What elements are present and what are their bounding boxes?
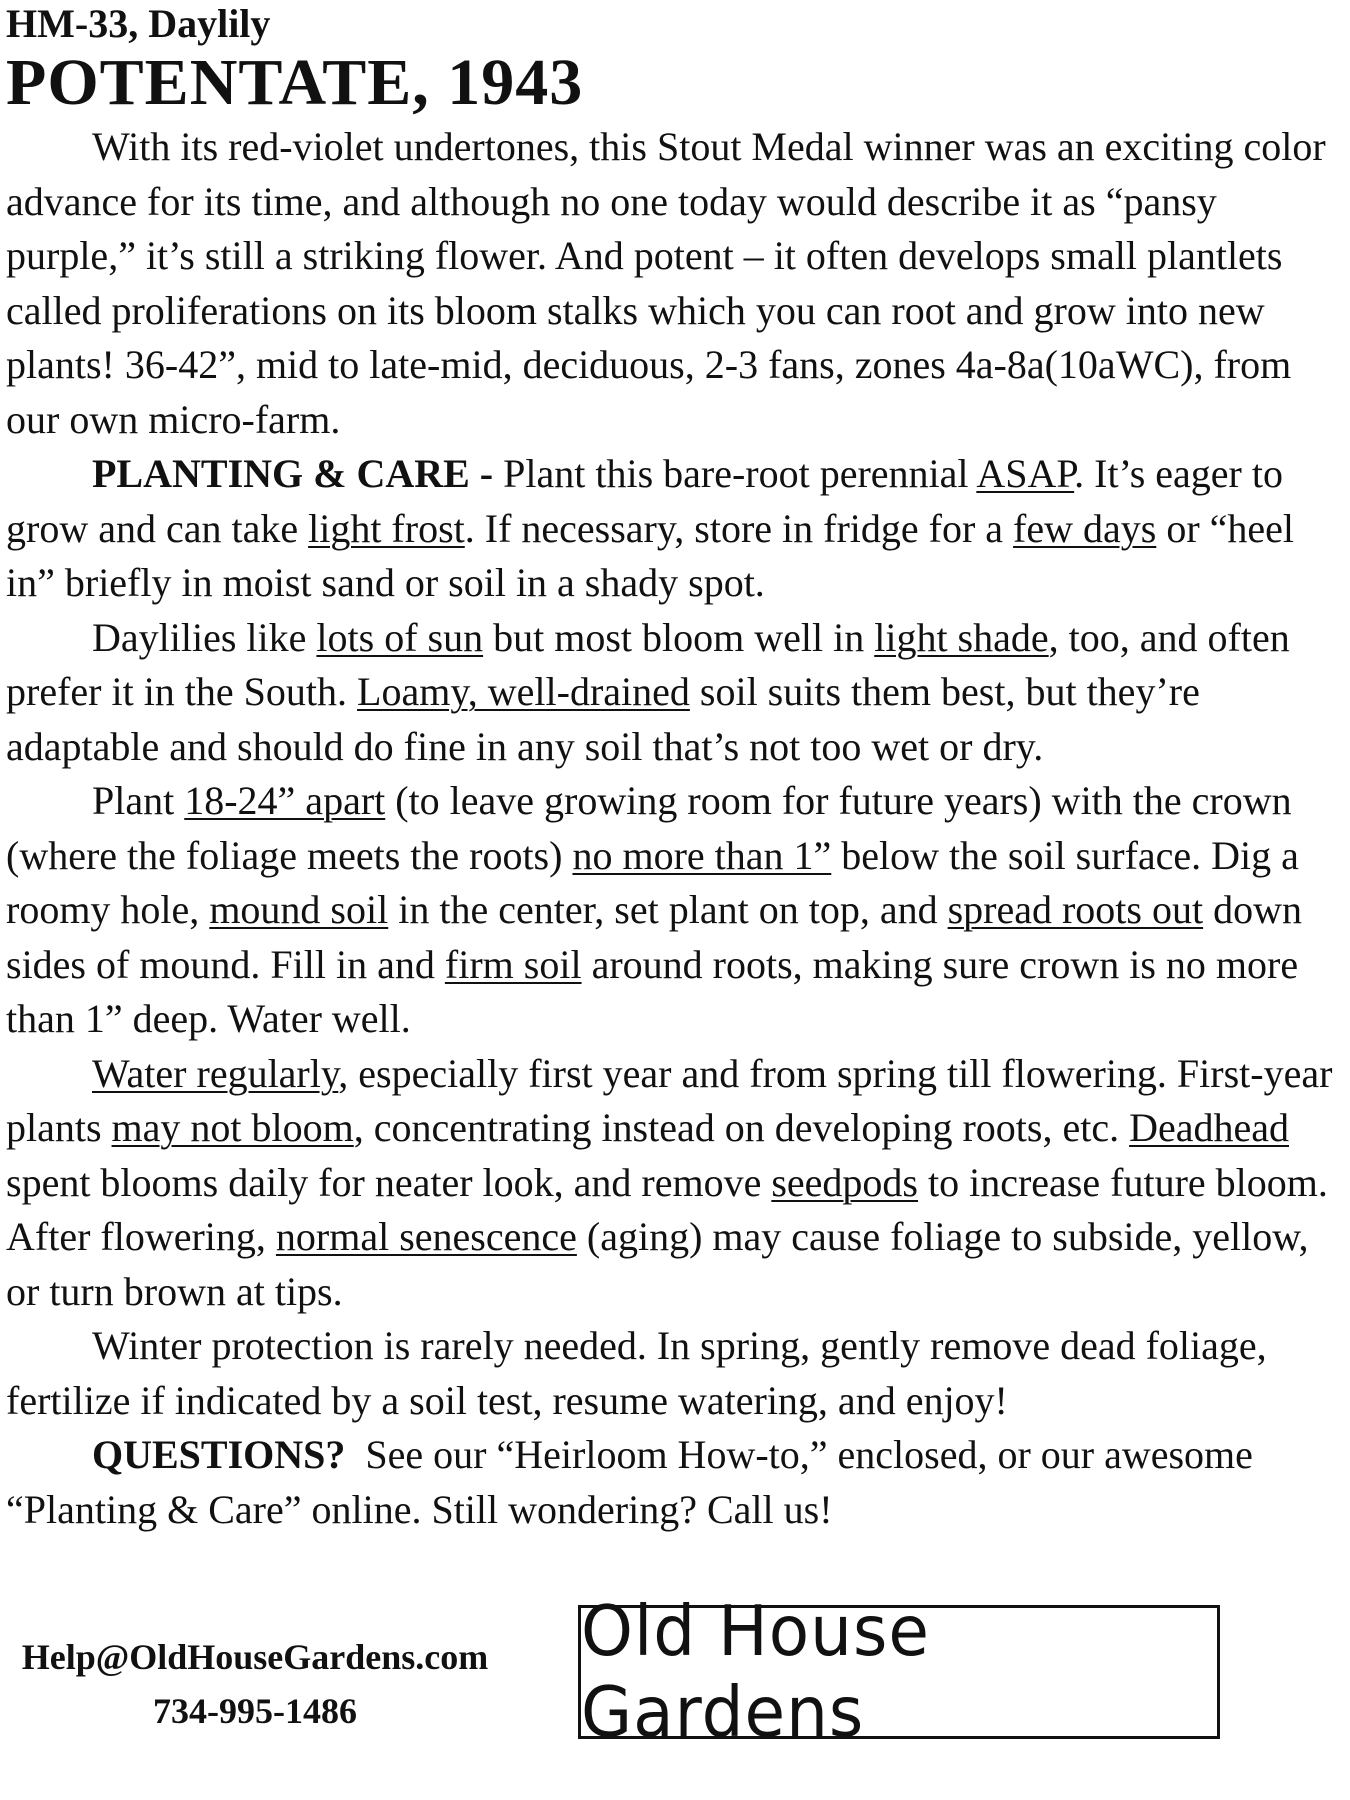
plant-emphasis: mound soil [209, 887, 389, 932]
plant-emphasis: no more than 1” [572, 832, 832, 878]
plant-paragraph [6, 774, 1336, 1047]
planting-text: or “heel in” briefly in moist sand or soil in a shady spot. [6, 505, 1295, 605]
water-emphasis: Deadhead [1129, 1105, 1290, 1150]
planting-text: Plant this bare-root perennial [493, 451, 977, 496]
sun-text: soil suits them best, but they’re adaptable and should do fine in any soil that’s not too wet or dry. [6, 669, 1200, 769]
water-text: (aging) may cause foliage to subside, yellow, or turn brown at tips. [6, 1214, 1309, 1314]
water-emphasis: normal senescence [275, 1214, 577, 1259]
planting-emphasis: light frost [308, 505, 465, 551]
sun-text: , too, and often prefer it in the South. [6, 614, 1290, 714]
sun-emphasis: Loamy, well-drained [357, 669, 690, 714]
sun-emphasis: lots of sun [316, 614, 484, 660]
plant-emphasis: firm soil [444, 941, 582, 987]
plant-text: (to leave growing room for future years) with the crown (where the foliage meets the roots) [6, 778, 1292, 878]
water-paragraph [6, 1047, 1336, 1320]
page-title: POTENTATE, 1943 [6, 46, 584, 119]
planting-emphasis: ASAP [976, 451, 1075, 496]
water-emphasis: may not bloom [111, 1105, 354, 1150]
plant-text: Plant [92, 778, 185, 823]
planting-text: . If necessary, store in fridge for a [464, 505, 1014, 551]
water-emphasis: Water regularly [92, 1050, 339, 1096]
questions-paragraph [6, 1428, 1336, 1537]
water-text: spent blooms daily for neater look, and remove [6, 1159, 772, 1205]
plant-text: around roots, making sure crown is no more than 1” deep. Water well. [6, 941, 1299, 1041]
plant-text: below the soil surface. Dig a roomy hole, [6, 832, 1299, 932]
contact-block [0, 1630, 510, 1738]
plant-text: in the center, set plant on top, and [388, 887, 948, 932]
plant-emphasis: 18-24” apart [184, 778, 386, 823]
planting-emphasis: few days [1013, 505, 1157, 551]
sun-text: Daylilies like [92, 614, 317, 660]
planting-paragraph [6, 447, 1336, 611]
plant-text: down sides of mound. Fill in and [6, 887, 1302, 987]
sun-emphasis: light shade [874, 614, 1049, 660]
water-text: , concentrating instead on developing roots, etc. [353, 1105, 1130, 1150]
care-sheet [6, 0, 1336, 1537]
intro-text: With its red-violet undertones, this Stout Medal winner was an exciting color advance for its time, and although no one today would describe it as “pansy purple,” it’s still a striking flower. And potent – it often develops small plantlets called proliferations on its bloom stalks which you can root and grow into new plants! 36-42”, mid to late-mid, deciduous, 2-3 fans, zones 4a-8a(10aWC), from our own micro-farm. [6, 124, 1326, 442]
plant-emphasis: spread roots out [947, 887, 1204, 932]
body-text [6, 120, 1336, 1537]
intro-paragraph [6, 120, 1336, 447]
sun-paragraph [6, 611, 1336, 775]
questions-heading: QUESTIONS? [92, 1432, 346, 1477]
questions-text: See our “Heirloom How-to,” enclosed, or our awesome “Planting & Care” online. Still wondering? Call us! [6, 1432, 1253, 1532]
winter-paragraph [6, 1319, 1336, 1428]
water-emphasis: seedpods [771, 1159, 918, 1205]
product-code: HM-33, Daylily [6, 1, 271, 46]
contact-email[interactable]: Help@OldHouseGardens.com [21, 1637, 489, 1677]
water-text: to increase future bloom. After flowering, [6, 1159, 1328, 1259]
contact-phone[interactable]: 734-995-1486 [153, 1691, 357, 1731]
logo [578, 1591, 1220, 1753]
winter-text: Winter protection is rarely needed. In spring, gently remove dead foliage, fertilize if indicated by a soil test, resume watering, and enjoy! [6, 1323, 1267, 1423]
water-text: , especially first year and from spring till flowering. First-year plants [6, 1050, 1333, 1150]
planting-heading: PLANTING & CARE - [92, 451, 494, 496]
sun-text: but most bloom well in [483, 614, 875, 660]
planting-text: . It’s eager to grow and can take [6, 451, 1283, 551]
logo-text: Old House Gardens [581, 1591, 930, 1753]
